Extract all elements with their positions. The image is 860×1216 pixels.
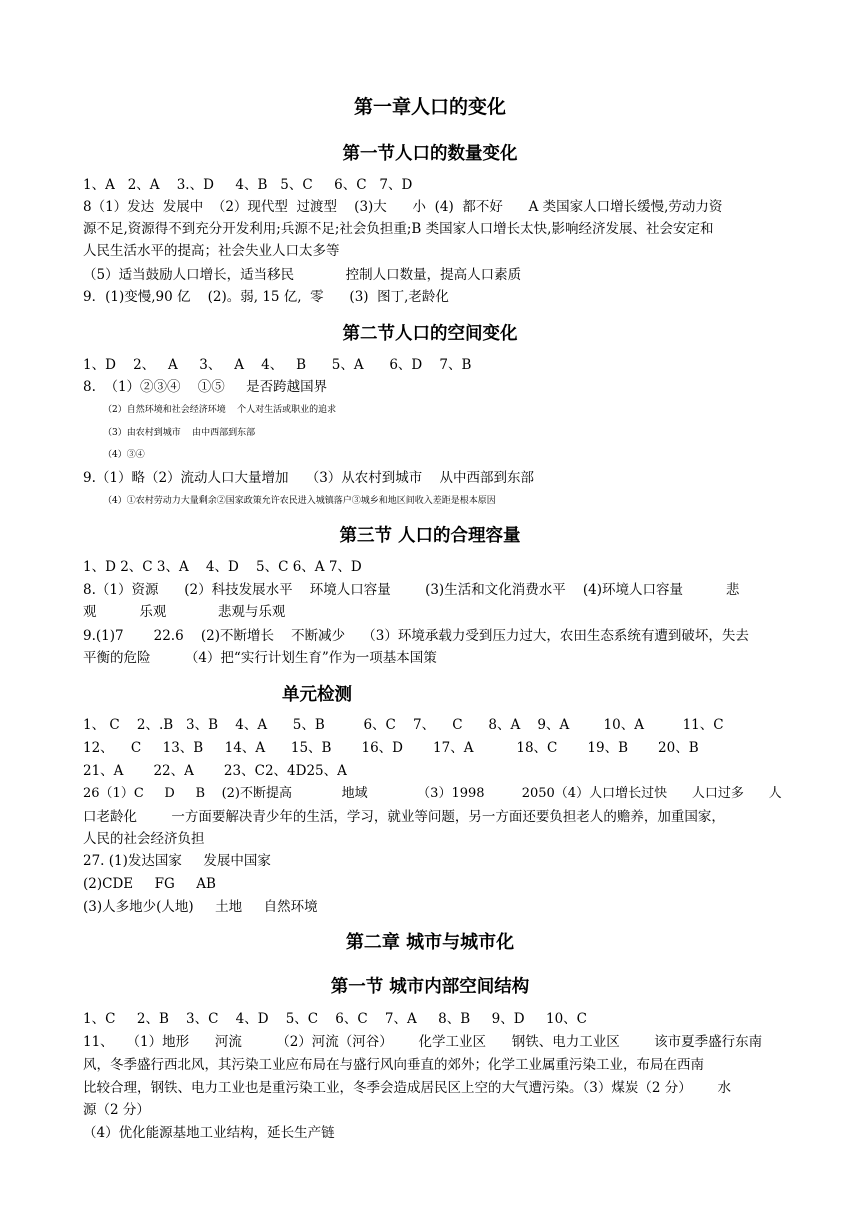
answer-line: （5）适当鼓励人口增长，适当移民 控制人口数量，提高人口素质 bbox=[83, 267, 522, 283]
answer-line: （4）①农村劳动力大量剩余②国家政策允许农民进入城镇落户③城乡和地区间收入差距是根本原因 bbox=[103, 496, 496, 506]
answer-line: 21、A 22、A 23、C2、4D25、A bbox=[83, 763, 347, 779]
answer-line: (2)CDE FG AB bbox=[83, 876, 216, 892]
answer-line: 9．(1)变慢,90 亿 (2)。弱, 15 亿, 零 (3) 图丁,老龄化 bbox=[83, 289, 449, 305]
answer-line: 1、C 2、B 3、C 4、D 5、C 6、C 7、A 8、B 9、D 10、C bbox=[83, 1011, 588, 1027]
answer-line: （4）③④ bbox=[103, 450, 145, 460]
answer-line: 8（1）发达 发展中 （2）现代型 过渡型 (3)大 小 (4) 都不好 A 类国家人口增长缓慢,劳动力资 bbox=[83, 199, 723, 215]
answer-line: 风，冬季盛行西北风，其污染工业应布局在与盛行风向垂直的郊外；化学工业属重污染工业，布局在西南 bbox=[83, 1057, 704, 1073]
answer-line: 12、 C 13、B 14、A 15、B 16、D 17、A 18、C 19、B 20、B bbox=[83, 740, 699, 756]
answer-line: 8. （1）②③④ ①⑤ 是否跨越国界 bbox=[83, 379, 328, 395]
answer-line: 源不足,资源得不到充分开发利用;兵源不足;社会负担重;B 类国家人口增长太快,影响经济发展、社会安定和 bbox=[83, 221, 714, 237]
answer-line: （2）自然环境和社会经济环境 个人对生活或职业的追求 bbox=[103, 405, 337, 415]
answer-line: 比较合理，钢铁、电力工业也是重污染工业，冬季会造成居民区上空的大气遭污染。（3）煤炭（2 分） 水 bbox=[83, 1080, 731, 1096]
answer-line: 1、 C 2、.B 3、B 4、A 5、B 6、C 7、 C 8、A 9、A 10、A 11、C bbox=[83, 717, 724, 733]
answer-line: 源（2 分） bbox=[83, 1102, 150, 1118]
answer-line: 26（1）C D B (2)不断提高 地域 （3）1998 2050（4）人口增长过快 人口过多 人 bbox=[83, 786, 782, 801]
chapter2-title: 第二章 城市与城市化 bbox=[345, 932, 515, 953]
section1-title: 第一节人口的数量变化 bbox=[342, 144, 518, 164]
answer-line: 9.(1)7 22.6 (2)不断增长 不断减少 （3）环境承载力受到压力过大，农田生态系统有遭到破坏，失去 bbox=[83, 628, 749, 644]
answer-line: （3）由农村到城市 由中西部到东部 bbox=[103, 428, 256, 438]
answer-line: 9.（1）略（2）流动人口大量增加 （3）从农村到城市 从中西部到东部 bbox=[83, 470, 534, 486]
answer-line: 1、D 2、C 3、A 4、D 5、C 6、A 7、D bbox=[83, 559, 362, 575]
section3-title: 第三节 人口的合理容量 bbox=[339, 526, 521, 546]
section2-title: 第二节人口的空间变化 bbox=[342, 324, 518, 344]
answer-line: 人民生活水平的提高；社会失业人口太多等 bbox=[83, 243, 340, 259]
answer-line: 11、 （1）地形 河流 （2）河流（河谷） 化学工业区 钢铁、电力工业区 该市夏季盛行东南 bbox=[83, 1034, 763, 1050]
answer-line: 人民的社会经济负担 bbox=[83, 831, 205, 847]
answer-line: 1、A 2、A 3.、D 4、B 5、C 6、C 7、D bbox=[83, 177, 413, 193]
answer-line: 1、D 2、 A 3、 A 4、 B 5、A 6、D 7、B bbox=[83, 357, 472, 373]
unit-test-title: 单元检测 bbox=[282, 685, 352, 705]
answer-line: （4）优化能源基地工业结构，延长生产链 bbox=[83, 1125, 335, 1141]
answer-line: 平衡的危险 （4）把“实行计划生育”作为一项基本国策 bbox=[83, 650, 437, 666]
answer-line: 27. (1)发达国家 发展中国家 bbox=[83, 853, 271, 869]
section1-title-ch2: 第一节 城市内部空间结构 bbox=[330, 977, 530, 997]
answer-line: 观 乐观 悲观与乐观 bbox=[83, 604, 286, 620]
answer-line: 8.（1）资源 (2）科技发展水平 环境人口容量 (3)生活和文化消费水平 (4)环境人口容量 悲 bbox=[83, 582, 740, 598]
answer-line: (3)人多地少(人地) 土地 自然环境 bbox=[83, 899, 318, 915]
chapter1-title: 第一章人口的变化 bbox=[353, 96, 506, 118]
answer-line: 口老龄化 一方面要解决青少年的生活，学习，就业等问题，另一方面还要负担老人的赡养，加重国家， bbox=[83, 809, 725, 825]
